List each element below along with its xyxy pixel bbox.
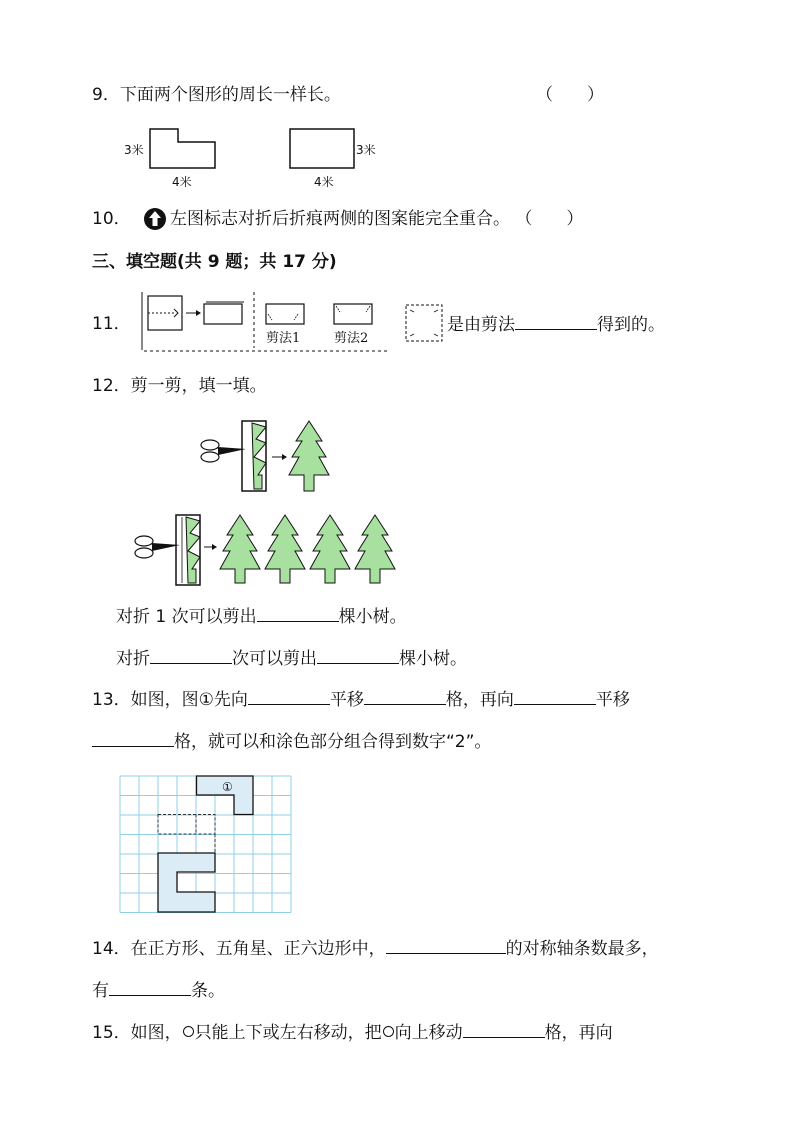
q12-bottom-tree-row: [220, 515, 395, 583]
scissors-icon-ring2: [135, 548, 153, 558]
q11-arrow-icon: [196, 310, 201, 316]
q12-tree-3: [310, 515, 350, 583]
q13-blank-3[interactable]: [514, 688, 596, 705]
q12-figure-bottom: [132, 511, 402, 587]
q15-number: 15．: [92, 1023, 131, 1043]
q13-dashed-outline: [158, 815, 215, 854]
scissors-icon-ring2: [201, 452, 219, 462]
q12-tree-4: [355, 515, 395, 583]
q12-bottom-arrow-icon: [212, 544, 217, 550]
q13-line2: [92, 730, 491, 753]
q13-text-d: 平移: [595, 690, 630, 710]
q9-l-shape: [150, 129, 215, 168]
q12-top-tree: [289, 421, 329, 491]
q10-text: 左图标志对折后折痕两侧的图案能完全重合。: [170, 209, 510, 229]
q13-blank-1[interactable]: [248, 688, 330, 705]
q12-line2-a: 对折: [116, 649, 150, 669]
q13-number: 13．: [92, 690, 131, 710]
section-3-heading: 三、填空题(共 9 题；共 17 分): [92, 252, 337, 272]
circle-icon: [383, 1026, 394, 1037]
q12-blank-2[interactable]: [150, 647, 232, 664]
q9-left-width-label: 4米: [172, 175, 192, 189]
q14-blank-1[interactable]: [386, 937, 506, 954]
q11-cut2-label: 剪法2: [334, 331, 369, 346]
q12-line2-b: 次可以剪出: [232, 649, 317, 669]
q15-blank-1[interactable]: [463, 1021, 545, 1038]
q15-text-c: 向上移动: [394, 1023, 463, 1043]
q11-result-corner-cuts: [410, 310, 438, 336]
q10-number: 10．: [92, 209, 131, 229]
q15-text-b: 只能上下或左右移动，把: [194, 1023, 382, 1043]
q9-text: 下面两个图形的周长一样长。: [119, 85, 341, 105]
q11-answer-blank[interactable]: [515, 313, 597, 330]
q9-figure: [120, 124, 390, 196]
q13-grid-figure: [120, 775, 292, 917]
q12-line1-b: 棵小树。: [338, 607, 407, 627]
q12-blank-3[interactable]: [317, 647, 399, 664]
q12-line2: [116, 647, 467, 670]
q11-number: 11．: [92, 314, 131, 334]
q11-text-a: 是由剪法: [447, 315, 515, 335]
q15-text-d: 格，再向: [544, 1023, 613, 1043]
q12-line1-a: 对折 1 次可以剪出: [116, 607, 257, 627]
q12-line: [92, 375, 267, 397]
q13-line1: [92, 688, 630, 711]
q9-number: 9．: [92, 85, 120, 105]
q11-cut1-paper: [266, 304, 304, 324]
q15-line: [92, 1021, 613, 1044]
q12-line1: [116, 605, 407, 628]
q14-line1: [92, 937, 659, 960]
q9-left-height-label: 3米: [124, 143, 144, 157]
q13-shaded-part: [158, 853, 215, 912]
q14-text-a: 在正方形、五角星、正六边形中，: [130, 939, 386, 959]
q14-number: 14．: [92, 939, 131, 959]
q13-text-e: 格，就可以和涂色部分组合得到数字“2”。: [174, 732, 492, 752]
q12-tree-2: [265, 515, 305, 583]
q10-text-line: [170, 208, 583, 230]
q13-piece-1-label: ①: [222, 780, 233, 794]
up-arrow-icon: [143, 207, 167, 231]
q11-folded-paper: [204, 304, 242, 324]
q12-number: 12．: [92, 376, 131, 396]
q11-cut1-marks: [268, 314, 298, 320]
scissors-icon-ring1: [135, 536, 153, 546]
q14-text-c: 有: [92, 981, 109, 1001]
q12-blank-1[interactable]: [257, 605, 339, 622]
scissors-icon-ring1: [201, 440, 219, 450]
q11-cut2-paper: [334, 304, 372, 324]
q13-blank-4[interactable]: [92, 730, 174, 747]
q9-line: [92, 84, 341, 106]
q14-blank-2[interactable]: [109, 979, 191, 996]
q12-bottom-half-tree: [186, 517, 200, 583]
circle-icon: [183, 1026, 194, 1037]
q14-text-b: 的对称轴条数最多，: [505, 939, 659, 959]
q14-text-d: 条。: [191, 981, 225, 1001]
q12-figure-top: [198, 413, 338, 495]
q12-top-half-tree: [252, 423, 266, 489]
q11-cut1-label: 剪法1: [266, 331, 301, 346]
q13-blank-2[interactable]: [364, 688, 446, 705]
q14-line2: [92, 979, 225, 1002]
q12-top-arrow-icon: [282, 454, 287, 460]
q12-tree-1: [220, 515, 260, 583]
q13-text-c: 格，再向: [445, 690, 514, 710]
q11-text-b: 得到的。: [597, 315, 665, 335]
q13-text-b: 平移: [329, 690, 364, 710]
q11-cut2-marks: [336, 306, 370, 312]
q9-answer-paren[interactable]: （ ）: [536, 85, 604, 105]
q12-text: 剪一剪，填一填。: [130, 376, 267, 396]
q11-figure: [138, 290, 448, 356]
q9-right-height-label: 3米: [356, 143, 376, 157]
q15-text-a: 如图，: [130, 1023, 182, 1043]
q11-text-line: [447, 313, 665, 336]
q9-right-width-label: 4米: [314, 175, 334, 189]
q10-answer-paren[interactable]: （ ）: [515, 209, 584, 229]
q13-text-a: 如图，图①先向: [130, 690, 248, 710]
q10-line: [92, 208, 131, 230]
q9-rectangle: [290, 129, 354, 168]
q12-line2-c: 棵小树。: [399, 649, 467, 669]
